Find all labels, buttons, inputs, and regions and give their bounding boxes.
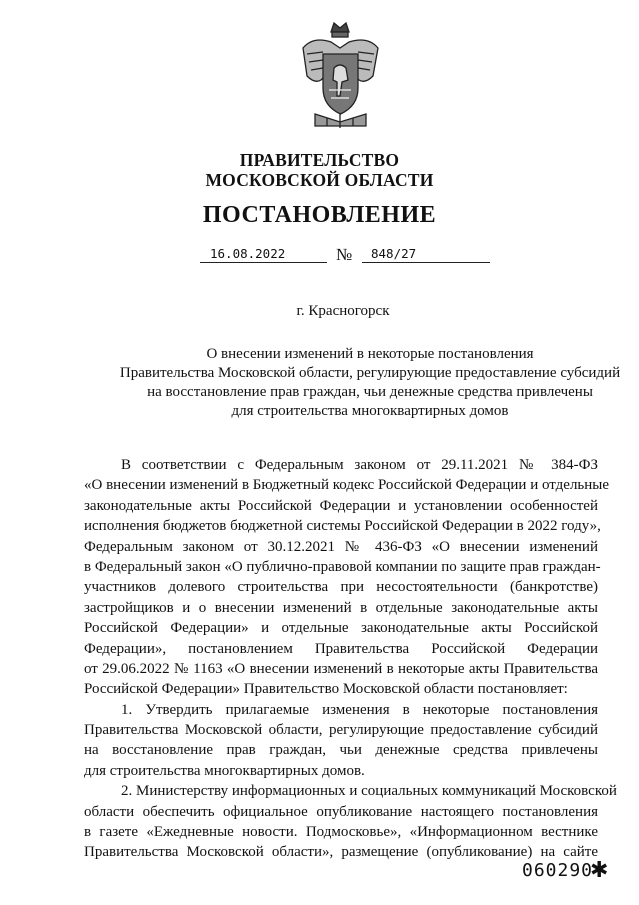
body-line: 1. Утвердить прилагаемые изменения в некоторые постановления xyxy=(121,701,598,718)
number-underline xyxy=(362,262,490,263)
document-body xyxy=(84,455,617,863)
star-mark-icon: ✱ xyxy=(590,858,609,883)
title-line: для строительства многоквартирных домов xyxy=(231,403,509,419)
body-line: в газете «Ежедневные новости. Подмосковье», «Информационном вестнике xyxy=(84,824,598,841)
title-line: на восстановление прав граждан, чьи денежные средства привлечены xyxy=(147,384,593,400)
document-city: г. Красногорск xyxy=(296,303,390,319)
coat-of-arms-emblem xyxy=(293,18,388,130)
body-line: Федеральным законом от 30.12.2021 № 436-ФЗ «О внесении изменений xyxy=(84,538,598,555)
body-line: на восстановление прав граждан, чьи денежные средства привлечены xyxy=(84,742,598,759)
serial-number: 060290 xyxy=(522,860,594,881)
title-line: Правительства Московской области, регулирующие предоставление субсидий xyxy=(119,365,621,381)
body-line: Правительства Московской области», размещение (опубликование) на сайте xyxy=(84,844,598,861)
body-line: для строительства многоквартирных домов. xyxy=(84,762,365,779)
number-sign: № xyxy=(336,245,353,264)
document-type-heading: ПОСТАНОВЛЕНИЕ xyxy=(202,202,437,228)
body-line: Федерации», постановлением Правительства Российской Федерации xyxy=(84,640,598,657)
body-line: Российской Федерации» и отдельные законодательные акты Российской xyxy=(84,620,598,637)
body-line: Российской Федерации» Правительство Московской области постановляет: xyxy=(84,681,568,698)
body-line: «О внесении изменений в Бюджетный кодекс Российской Федерации и отдельные xyxy=(84,477,610,494)
body-line: исполнения бюджетов бюджетной системы Российской Федерации в 2022 году», xyxy=(84,518,601,535)
title-line: О внесении изменений в некоторые постановления xyxy=(206,346,534,362)
body-line: от 29.06.2022 № 1163 «О внесении изменений в некоторые акты Правительства xyxy=(84,660,598,677)
document-title xyxy=(80,345,639,421)
body-line: области обеспечить официальное опубликование настоящего постановления xyxy=(84,803,598,820)
body-line: Правительства Московской области, регулирующие предоставление субсидий xyxy=(84,722,598,739)
government-name-line2: МОСКОВСКОЙ ОБЛАСТИ xyxy=(205,170,434,190)
document-date: 16.08.2022 xyxy=(210,246,286,261)
body-line: 2. Министерству информационных и социальных коммуникаций Московской xyxy=(121,783,617,800)
government-name-line1: ПРАВИТЕЛЬСТВО xyxy=(239,150,400,170)
document-number: 848/27 xyxy=(371,246,417,261)
body-line: в Федеральный закон «О публично-правовой компании по защите прав граждан- xyxy=(84,558,601,575)
body-line: В соответствии с Федеральным законом от 29.11.2021 № 384-ФЗ xyxy=(121,457,598,473)
body-line: законодательные акты Российской Федерации и установлении особенностей xyxy=(84,497,598,514)
body-line: участников долевого строительства при несостоятельности (банкротстве) xyxy=(84,579,598,596)
date-underline xyxy=(200,262,327,263)
body-line: застройщиков и о внесении изменений в отдельные законодательные акты xyxy=(84,599,598,616)
